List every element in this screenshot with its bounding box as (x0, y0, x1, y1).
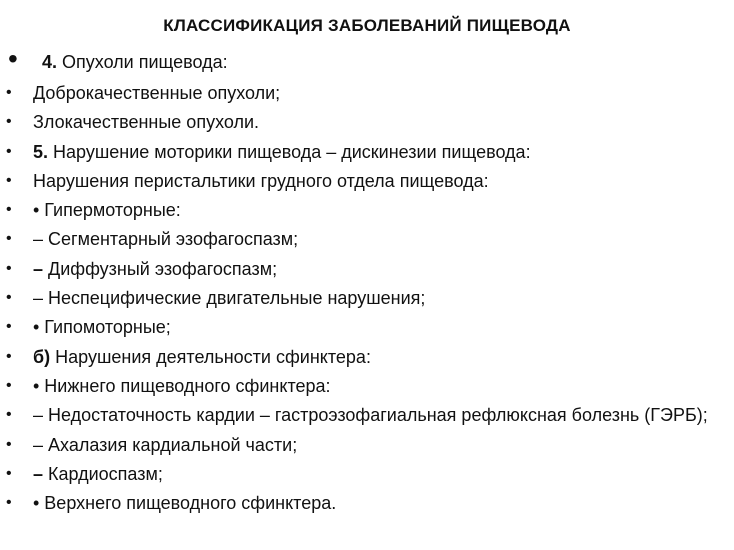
bullet-icon: • (6, 435, 12, 453)
bullet-icon: • (6, 494, 12, 512)
list-item (6, 433, 726, 457)
item-number: 4. (42, 52, 58, 72)
list-item (6, 81, 726, 105)
item-text: Нарушение моторики пищевода – дискинезии пищевода: (48, 141, 531, 162)
bullet-icon: • (6, 230, 12, 248)
list-item (6, 110, 726, 134)
item-number: б) (33, 346, 51, 367)
list-item (6, 403, 726, 427)
list-item (6, 462, 726, 486)
item-text: • Нижнего пищеводного сфинктера: (33, 375, 331, 396)
item-number: – (33, 258, 44, 279)
bullet-icon: • (6, 464, 12, 482)
item-text: Нарушения перистальтики грудного отдела пищевода: (33, 170, 489, 191)
list-item (6, 198, 726, 222)
item-text: – Недостаточность кардии – гастроэзофагиальная рефлюксная болезнь (ГЭРБ); (33, 405, 708, 426)
item-text: – Сегментарный эзофагоспазм; (33, 229, 299, 250)
item-text: Нарушения деятельности сфинктера: (50, 346, 371, 367)
item-number: 5. (33, 141, 49, 162)
item-text: • Верхнего пищеводного сфинктера. (33, 493, 337, 514)
bullet-icon: • (6, 318, 12, 336)
item-text: – Неспецифические двигательные нарушения; (33, 288, 426, 309)
bullet-icon: • (6, 113, 12, 131)
item-text: Кардиоспазм; (43, 463, 163, 484)
classification-list (6, 43, 726, 520)
bullet-icon: • (6, 171, 12, 189)
list-item (6, 491, 726, 515)
item-number: – (33, 463, 44, 484)
bullet-icon: • (6, 84, 12, 101)
bullet-icon: • (6, 289, 12, 307)
list-item (6, 286, 726, 310)
list-item (6, 140, 726, 164)
bullet-icon: • (6, 201, 12, 219)
item-text: • Гипомоторные; (33, 317, 171, 338)
item-text: Диффузный эзофагоспазм; (43, 258, 278, 279)
bullet-icon: • (6, 347, 12, 365)
page-title: КЛАССИФИКАЦИЯ ЗАБОЛЕВАНИЙ ПИЩЕВОДА (163, 16, 571, 35)
list-item (6, 345, 726, 369)
list-item (6, 169, 726, 193)
list-item (6, 374, 726, 398)
list-item (6, 315, 726, 339)
item-text: Доброкачественные опухоли; (33, 83, 281, 103)
list-item (6, 257, 726, 281)
bullet-icon: • (6, 376, 12, 394)
bullet-icon: • (8, 43, 18, 74)
bullet-icon: • (6, 142, 12, 160)
list-item (6, 43, 726, 74)
item-text: – Ахалазия кардиальной части; (33, 434, 298, 455)
list-item (6, 227, 726, 251)
item-text: Опухоли пищевода: (57, 52, 228, 72)
bullet-icon: • (6, 406, 12, 424)
bullet-icon: • (6, 259, 12, 277)
item-text: • Гипермоторные: (33, 200, 181, 221)
item-text: Злокачественные опухоли. (33, 112, 260, 133)
